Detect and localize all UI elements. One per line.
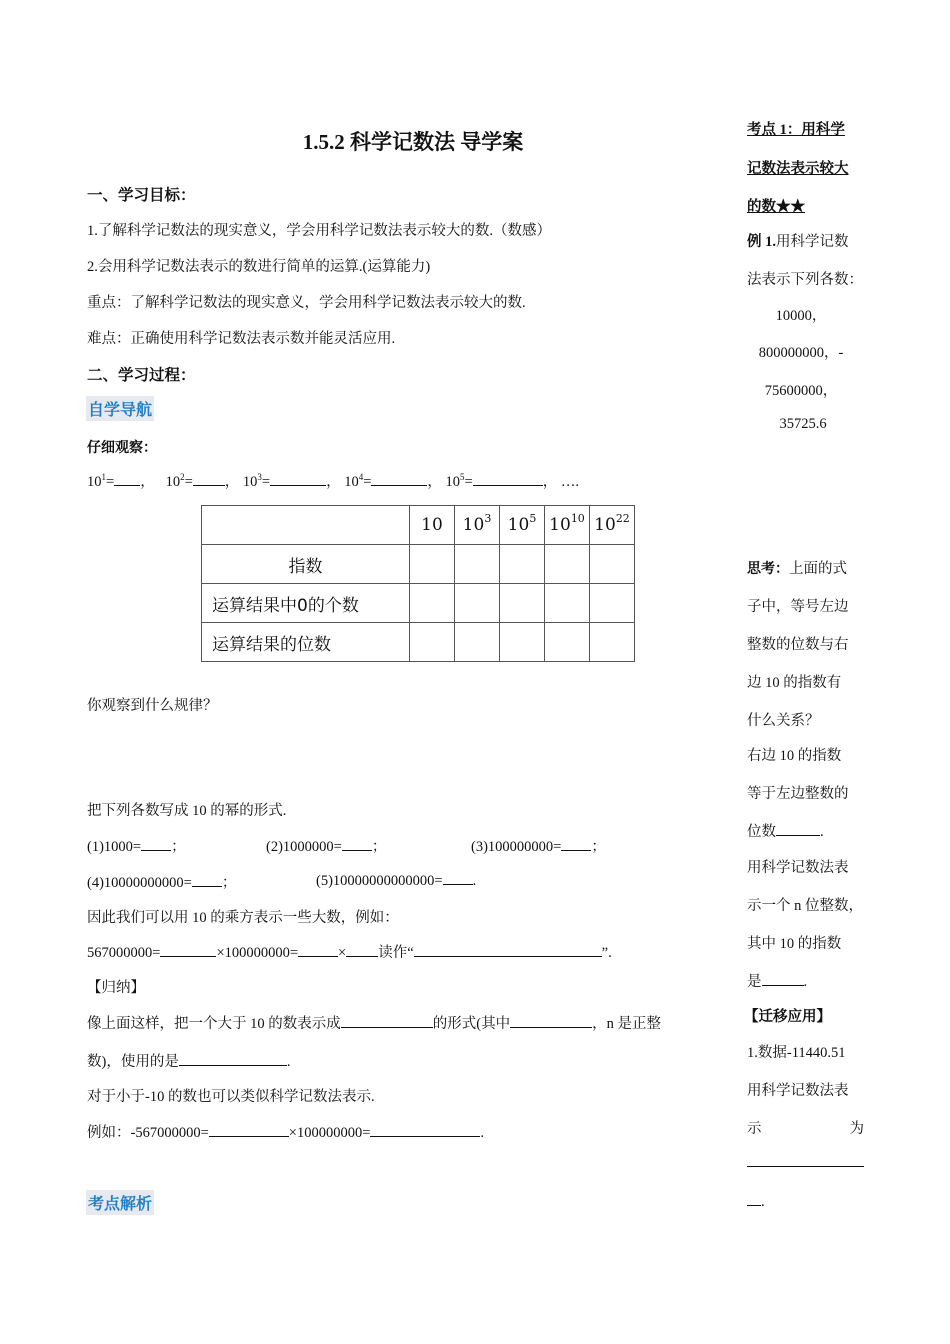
sidebar-transfer-end: .: [747, 1192, 872, 1211]
sidebar-answer-line: 等于左边整数的: [747, 786, 849, 802]
tag-analysis: 考点解析: [86, 1190, 154, 1215]
table-cell[interactable]: [410, 545, 455, 584]
exercise-4: (4)10000000000= ；: [87, 875, 237, 891]
negative-example: 例如：-567000000= ×100000000= .: [87, 1125, 484, 1141]
summary-label: 【归纳】: [87, 980, 145, 996]
blank-negative-result[interactable]: [370, 1123, 480, 1137]
table-cell[interactable]: [590, 584, 635, 623]
blank-exercise-4[interactable]: [192, 873, 222, 887]
sidebar-example-line-1: 例 1.用科学记数: [747, 234, 849, 250]
table-cell[interactable]: [500, 584, 545, 623]
blank-example-coef[interactable]: [160, 943, 216, 957]
blank-sidebar-transfer-tail[interactable]: [747, 1192, 761, 1206]
sidebar-example-number: 75600000，: [764, 383, 838, 399]
sidebar-ndigit-line: 用科学记数法表: [747, 860, 849, 876]
negative-note: 对于小于-10 的数也可以类似科学记数法表示.: [87, 1089, 375, 1105]
blank-summary-form[interactable]: [341, 1014, 433, 1028]
blank-exercise-3[interactable]: [561, 837, 591, 851]
difficulty-point: 难点：正确使用科学记数法表示数并能灵活应用.: [87, 331, 396, 347]
sidebar-point-title-1: 考点 1：用科学: [747, 122, 845, 138]
goal-1: 1.了解科学记数法的现实意义，学会用科学记数法表示较大的数.（数感）: [87, 223, 551, 239]
table-header-cell: $10^5$: [500, 506, 545, 545]
sidebar-transfer-line: 1.数据-11440.51: [747, 1045, 846, 1061]
power-2: $10^2=$: [165, 472, 193, 490]
table-cell[interactable]: [455, 584, 500, 623]
section-heading-goals: 一、学习目标：: [87, 186, 196, 204]
sidebar-transfer-line: 用科学记数法表: [747, 1083, 849, 1099]
sidebar-answer-line: 右边 10 的指数: [747, 748, 842, 764]
power-form-prompt: 把下列各数写成 10 的幂的形式.: [87, 803, 287, 819]
sidebar-ndigit-line-4: 是 .: [747, 974, 808, 990]
table-cell[interactable]: [455, 623, 500, 662]
power-5: $10^5=$: [445, 472, 473, 490]
blank-summary-method[interactable]: [179, 1052, 287, 1066]
sidebar-think-line: 边 10 的指数有: [747, 675, 842, 691]
table-row: [202, 584, 635, 623]
example-line: 567000000= ×100000000= × 读作“ ”.: [87, 945, 612, 961]
row-label-digit-count: 运算结果的位数: [202, 623, 410, 662]
table-row: [202, 623, 635, 662]
question-rule: 你观察到什么规律？: [87, 698, 218, 714]
sidebar-think-line: 什么关系？: [747, 713, 820, 729]
sidebar-think-line-1: 思考：上面的式: [747, 561, 847, 577]
table-cell[interactable]: [545, 623, 590, 662]
table-cell[interactable]: [590, 545, 635, 584]
table-cell[interactable]: [545, 545, 590, 584]
section-heading-process: 二、学习过程：: [87, 366, 196, 384]
sidebar-example-line-2: 法表示下列各数：: [747, 272, 863, 288]
power-3: $10^3=$: [242, 472, 271, 490]
sidebar-point-title-2: 记数法表示较大: [747, 161, 849, 177]
sidebar-example-number: 10000，: [775, 308, 827, 324]
sidebar-ndigit-line: 其中 10 的指数: [747, 936, 842, 952]
sidebar-think-line: 子中，等号左边: [747, 599, 849, 615]
table-header-cell: $10^{22}$: [590, 506, 635, 545]
page-title: 1.5.2 科学记数法 导学案: [302, 130, 524, 154]
table-header-cell: $10^{10}$: [545, 506, 590, 545]
sidebar-transfer-label: 【迁移应用】: [744, 1009, 831, 1025]
blank-example-power[interactable]: [346, 943, 378, 957]
blank-sidebar-transfer[interactable]: [747, 1152, 864, 1167]
power-1: $10^1=$: [87, 472, 115, 490]
sidebar-ndigit-line: 示一个 n 位整数，: [747, 898, 863, 914]
blank-example-a[interactable]: [298, 943, 338, 957]
sidebar-answer-line-3: 位数 .: [747, 824, 824, 840]
blank-example-reading[interactable]: [414, 943, 602, 957]
row-label-exponent: 指数: [202, 545, 410, 584]
summary-line-1: 像上面这样，把一个大于 10 的数表示成 的形式(其中 ，n 是正整: [87, 1016, 661, 1032]
blank-exercise-5[interactable]: [443, 871, 473, 885]
table-cell[interactable]: [455, 545, 500, 584]
large-numbers-intro: 因此我们可以用 10 的乘方表示一些大数，例如：: [87, 910, 399, 926]
table-cell[interactable]: [410, 623, 455, 662]
tag-self-study: 自学导航: [86, 396, 154, 421]
power-4: $10^4=$: [344, 472, 372, 490]
row-label-zero-count: 运算结果中0的个数: [202, 584, 410, 623]
sidebar-example-number: 800000000，-: [758, 345, 844, 361]
observation-table: [201, 505, 635, 662]
blank-exercise-2[interactable]: [342, 837, 372, 851]
table-cell[interactable]: [500, 545, 545, 584]
table-cell[interactable]: [410, 584, 455, 623]
table-cell[interactable]: [590, 623, 635, 662]
table-header-cell: $10^3$: [455, 506, 500, 545]
powers-line: $10^1=$ ， $10^2=$ ， $10^3=$ ， $10^4=$ ， $10^5=$ ， ….: [87, 472, 579, 490]
summary-line-2: 数)，使用的是 .: [87, 1054, 291, 1070]
sidebar-example-number: 35725.6: [779, 416, 827, 432]
blank-negative-coef[interactable]: [209, 1123, 289, 1137]
exercise-2: (2)1000000= ；: [266, 839, 387, 855]
blank-sidebar-exponent[interactable]: [762, 972, 804, 986]
blank-power-1[interactable]: [114, 472, 140, 486]
table-corner-cell: [202, 506, 410, 545]
sidebar-transfer-line-3: 示 为: [747, 1121, 864, 1137]
blank-exercise-1[interactable]: [141, 837, 171, 851]
table-header-cell: 10: [410, 506, 455, 545]
observe-label: 仔细观察：: [87, 440, 157, 456]
blank-power-3[interactable]: [270, 472, 326, 486]
blank-power-2[interactable]: [193, 472, 225, 486]
table-cell[interactable]: [500, 623, 545, 662]
blank-power-5[interactable]: [473, 472, 543, 486]
blank-sidebar-answer[interactable]: [776, 822, 820, 836]
sidebar-point-title-3: 的数★★: [747, 199, 805, 215]
exercise-1: (1)1000= ；: [87, 839, 186, 855]
table-header-row: [202, 506, 635, 545]
blank-summary-range[interactable]: [510, 1014, 592, 1028]
key-point: 重点：了解科学记数法的现实意义，学会用科学记数法表示较大的数.: [87, 295, 526, 311]
exercise-5: (5)10000000000000= .: [316, 873, 477, 889]
table-cell[interactable]: [545, 584, 590, 623]
goal-2: 2.会用科学记数法表示的数进行简单的运算.(运算能力): [87, 259, 431, 275]
exercise-3: (3)100000000= ；: [471, 839, 606, 855]
table-row: [202, 545, 635, 584]
blank-power-4[interactable]: [371, 472, 427, 486]
sidebar-think-line: 整数的位数与右: [747, 637, 849, 653]
